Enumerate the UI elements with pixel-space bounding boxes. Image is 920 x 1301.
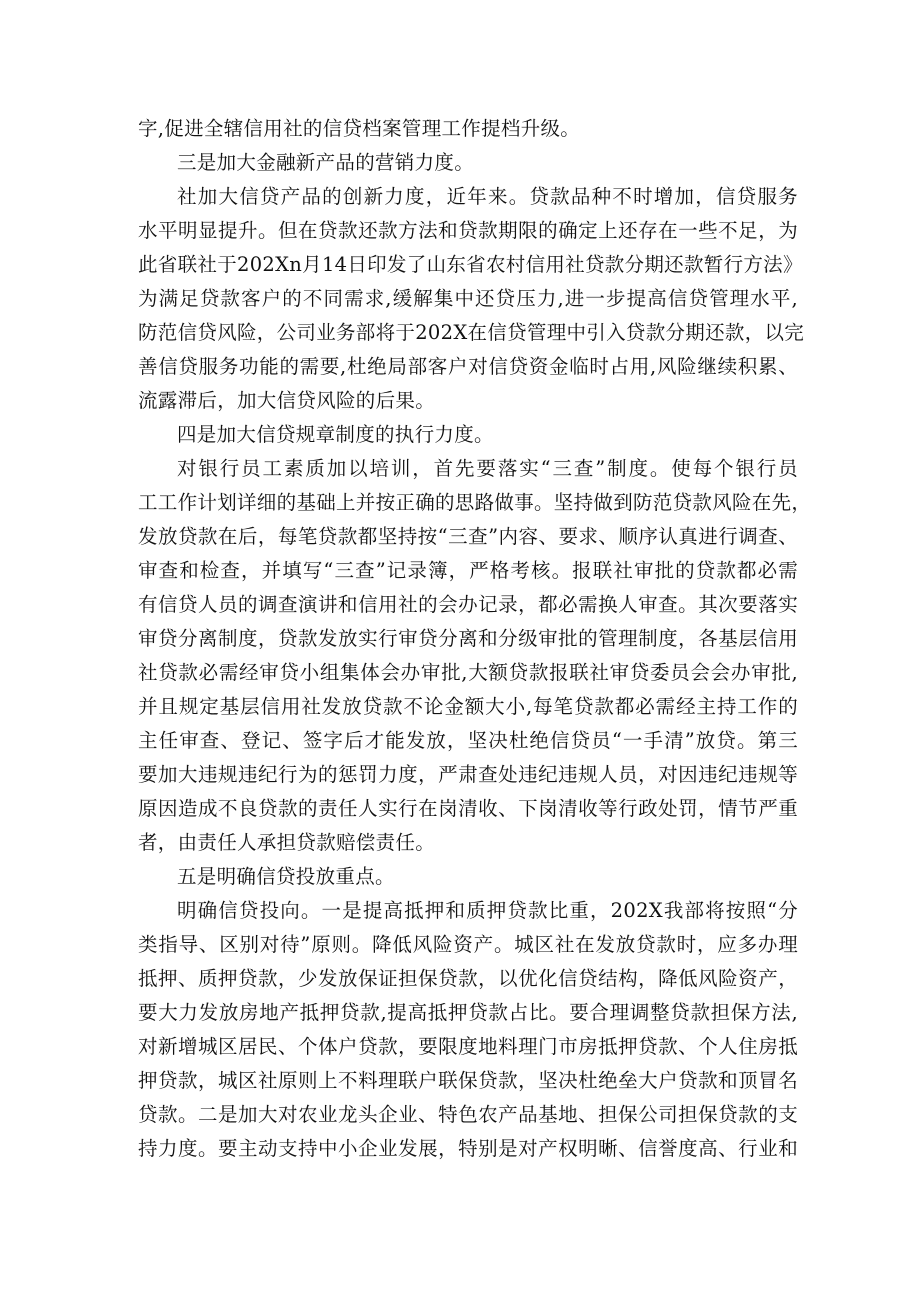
text-line: 为满足贷款客户的不同需求,缓解集中还贷压力,进一步提高信贷管理水平, [138,287,798,310]
text-line: 持力度。要主动支持中小企业发展，特别是对产权明晰、信誉度高、行业和 [138,1137,798,1160]
text-line: 社贷款必需经审贷小组集体会办审批,大额贷款报联社审贷委员会会办审批, [138,661,798,684]
section-heading: 三是加大金融新产品的营销力度。 [177,151,475,174]
text-line: 明确信贷投向。一是提高抵押和质押贷款比重，202X我部将按照“分 [177,899,798,922]
text-line: 要大力发放房地产抵押贷款,提高抵押贷款占比。要合理调整贷款担保方法, [138,1001,798,1024]
text-line: 对银行员工素质加以培训，首先要落实“三查”制度。使每个银行员 [177,457,798,480]
text-line: 对新增城区居民、个体户贷款，要限度地料理门市房抵押贷款、个人住房抵 [138,1035,798,1058]
text-line: 防范信贷风险，公司业务部将于202X在信贷管理中引入贷款分期还款，以完 [138,321,805,344]
section-heading: 四是加大信贷规章制度的执行力度。 [177,423,494,446]
text-line: 要加大违规违纪行为的惩罚力度，严肃查处违纪违规人员，对因违纪违规等 [138,763,798,786]
text-line: 审查和检查，并填写“三查”记录簿，严格考核。报联社审批的贷款都必需 [138,559,798,582]
text-line: 流露滞后，加大信贷风险的后果。 [138,389,436,412]
text-line: 社加大信贷产品的创新力度，近年来。贷款品种不时增加，信贷服务 [177,185,798,208]
text-line: 发放贷款在后，每笔贷款都坚持按“三查”内容、要求、顺序认真进行调查、 [138,525,798,548]
text-line: 水平明显提升。但在贷款还款方法和贷款期限的确定上还存在一些不足，为 [138,219,798,242]
text-line: 工工作计划详细的基础上并按正确的思路做事。坚持做到防范贷款风险在先， [138,491,812,514]
text-line: 抵押、质押贷款，少发放保证担保贷款，以优化信贷结构，降低风险资产， [138,967,798,990]
text-line: 者，由责任人承担贷款赔偿责任。 [138,831,436,854]
text-line: 此省联社于202Xn月14日印发了山东省农村信用社贷款分期还款暂行方法》 [138,253,803,276]
text-line: 原因造成不良贷款的责任人实行在岗清收、下岗清收等行政处罚，情节严重 [138,797,798,820]
text-line: 主任审查、登记、签字后才能发放，坚决杜绝信贷员“一手清”放贷。第三 [138,729,798,752]
text-line: 字,促进全辖信用社的信贷档案管理工作提档升级。 [138,117,581,140]
text-line: 有信贷人员的调查演讲和信用社的会办记录，都必需换人审查。其次要落实 [138,593,798,616]
text-line: 并且规定基层信用社发放贷款不论金额大小,每笔贷款都必需经主持工作的 [138,695,798,718]
text-line: 押贷款，城区社原则上不料理联户联保贷款，坚决杜绝垒大户贷款和顶冒名 [138,1069,798,1092]
text-line: 审贷分离制度，贷款发放实行审贷分离和分级审批的管理制度，各基层信用 [138,627,798,650]
section-heading: 五是明确信贷投放重点。 [177,865,395,888]
text-line: 类指导、区别对待”原则。降低风险资产。城区社在发放贷款时，应多办理 [138,933,798,956]
text-line: 善信贷服务功能的需要,杜绝局部客户对信贷资金临时占用,风险继续积累、 [138,355,798,378]
text-line: 贷款。二是加大对农业龙头企业、特色农产品基地、担保公司担保贷款的支 [138,1103,798,1126]
